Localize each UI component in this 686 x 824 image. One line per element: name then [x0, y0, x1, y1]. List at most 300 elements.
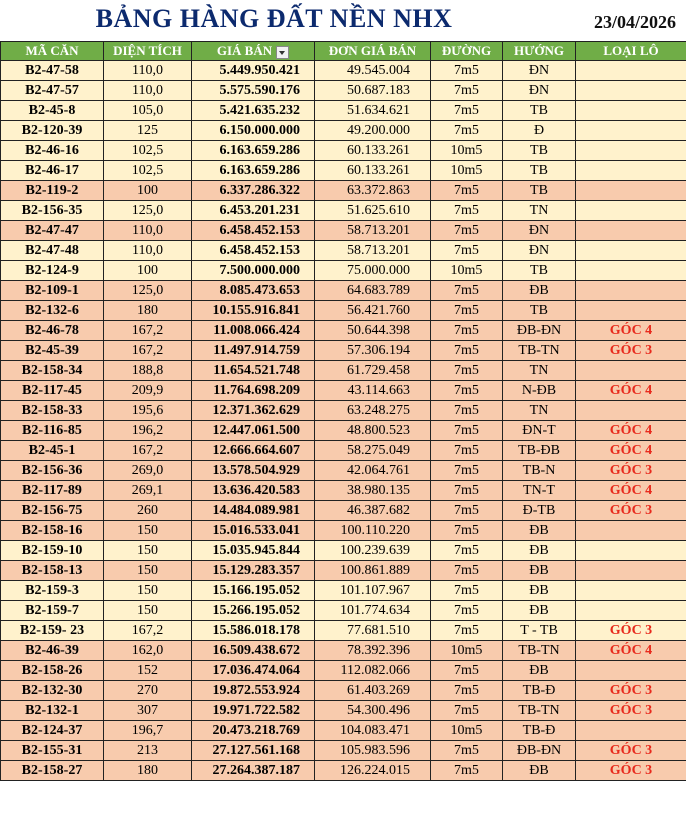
cell-direction[interactable]: TB — [503, 161, 576, 181]
cell-price[interactable]: 6.453.201.231 — [192, 201, 315, 221]
cell-area[interactable]: 100 — [104, 181, 192, 201]
cell-price[interactable]: 6.163.659.286 — [192, 141, 315, 161]
cell-direction[interactable]: ĐN — [503, 241, 576, 261]
cell-unit-price[interactable]: 60.133.261 — [315, 161, 431, 181]
cell-price[interactable]: 12.371.362.629 — [192, 401, 315, 421]
col-header-area[interactable]: DIỆN TÍCH — [104, 42, 192, 61]
cell-lot-type[interactable]: GÓC 3 — [576, 681, 686, 701]
cell-lot-type[interactable]: GÓC 3 — [576, 461, 686, 481]
cell-area[interactable]: 180 — [104, 761, 192, 781]
cell-unit-price[interactable]: 38.980.135 — [315, 481, 431, 501]
cell-price[interactable]: 19.971.722.582 — [192, 701, 315, 721]
table-row[interactable] — [1, 421, 686, 441]
cell-code[interactable]: B2-117-45 — [1, 381, 104, 401]
cell-area[interactable]: 150 — [104, 541, 192, 561]
cell-unit-price[interactable]: 63.372.863 — [315, 181, 431, 201]
cell-road[interactable]: 7m5 — [431, 341, 503, 361]
cell-area[interactable]: 150 — [104, 521, 192, 541]
cell-price[interactable]: 14.484.089.981 — [192, 501, 315, 521]
cell-code[interactable]: B2-47-58 — [1, 61, 104, 81]
cell-lot-type[interactable]: GÓC 3 — [576, 621, 686, 641]
cell-area[interactable]: 150 — [104, 581, 192, 601]
cell-direction[interactable]: Đ — [503, 121, 576, 141]
cell-lot-type[interactable] — [576, 361, 686, 381]
cell-area[interactable]: 213 — [104, 741, 192, 761]
cell-lot-type[interactable] — [576, 601, 686, 621]
cell-price[interactable]: 27.127.561.168 — [192, 741, 315, 761]
cell-lot-type[interactable] — [576, 301, 686, 321]
cell-price[interactable]: 10.155.916.841 — [192, 301, 315, 321]
cell-price[interactable]: 13.578.504.929 — [192, 461, 315, 481]
table-row[interactable] — [1, 381, 686, 401]
table-row[interactable] — [1, 341, 686, 361]
cell-road[interactable]: 7m5 — [431, 221, 503, 241]
cell-direction[interactable]: ĐB-ĐN — [503, 741, 576, 761]
cell-code[interactable]: B2-117-89 — [1, 481, 104, 501]
cell-lot-type[interactable] — [576, 581, 686, 601]
cell-area[interactable]: 167,2 — [104, 341, 192, 361]
col-header-direction[interactable]: HƯỚNG — [503, 42, 576, 61]
cell-unit-price[interactable]: 64.683.789 — [315, 281, 431, 301]
cell-unit-price[interactable]: 51.625.610 — [315, 201, 431, 221]
cell-code[interactable]: B2-159- 23 — [1, 621, 104, 641]
cell-road[interactable]: 7m5 — [431, 81, 503, 101]
table-row[interactable] — [1, 241, 686, 261]
cell-road[interactable]: 7m5 — [431, 361, 503, 381]
cell-road[interactable]: 10m5 — [431, 721, 503, 741]
cell-road[interactable]: 7m5 — [431, 481, 503, 501]
cell-direction[interactable]: TN — [503, 361, 576, 381]
cell-price[interactable]: 11.764.698.209 — [192, 381, 315, 401]
cell-unit-price[interactable]: 61.403.269 — [315, 681, 431, 701]
cell-unit-price[interactable]: 77.681.510 — [315, 621, 431, 641]
cell-direction[interactable]: T - TB — [503, 621, 576, 641]
cell-unit-price[interactable]: 50.644.398 — [315, 321, 431, 341]
cell-lot-type[interactable] — [576, 221, 686, 241]
cell-direction[interactable]: TB-TN — [503, 341, 576, 361]
cell-direction[interactable]: ĐB — [503, 541, 576, 561]
cell-unit-price[interactable]: 58.713.201 — [315, 221, 431, 241]
cell-code[interactable]: B2-47-57 — [1, 81, 104, 101]
cell-unit-price[interactable]: 112.082.066 — [315, 661, 431, 681]
cell-code[interactable]: B2-156-35 — [1, 201, 104, 221]
table-row[interactable] — [1, 721, 686, 741]
col-header-unit-price[interactable]: ĐƠN GIÁ BÁN — [315, 42, 431, 61]
cell-unit-price[interactable]: 42.064.761 — [315, 461, 431, 481]
cell-area[interactable]: 162,0 — [104, 641, 192, 661]
cell-unit-price[interactable]: 56.421.760 — [315, 301, 431, 321]
cell-area[interactable]: 180 — [104, 301, 192, 321]
cell-unit-price[interactable]: 58.713.201 — [315, 241, 431, 261]
cell-price[interactable]: 16.509.438.672 — [192, 641, 315, 661]
cell-unit-price[interactable]: 100.861.889 — [315, 561, 431, 581]
cell-lot-type[interactable] — [576, 561, 686, 581]
cell-price[interactable]: 11.008.066.424 — [192, 321, 315, 341]
cell-direction[interactable]: ĐB — [503, 281, 576, 301]
cell-unit-price[interactable]: 49.545.004 — [315, 61, 431, 81]
table-row[interactable] — [1, 601, 686, 621]
sheet-date: 23/04/2026 — [593, 12, 676, 32]
cell-direction[interactable]: TB-Đ — [503, 681, 576, 701]
cell-price[interactable]: 6.458.452.153 — [192, 221, 315, 241]
cell-direction[interactable]: ĐB — [503, 761, 576, 781]
cell-price[interactable]: 8.085.473.653 — [192, 281, 315, 301]
cell-lot-type[interactable] — [576, 721, 686, 741]
cell-unit-price[interactable]: 105.983.596 — [315, 741, 431, 761]
cell-road[interactable]: 7m5 — [431, 521, 503, 541]
cell-road[interactable]: 7m5 — [431, 741, 503, 761]
cell-direction[interactable]: ĐB-ĐN — [503, 321, 576, 341]
cell-code[interactable]: B2-109-1 — [1, 281, 104, 301]
cell-unit-price[interactable]: 60.133.261 — [315, 141, 431, 161]
cell-unit-price[interactable]: 58.275.049 — [315, 441, 431, 461]
cell-unit-price[interactable]: 63.248.275 — [315, 401, 431, 421]
cell-area[interactable]: 188,8 — [104, 361, 192, 381]
table-row[interactable] — [1, 441, 686, 461]
cell-area[interactable]: 167,2 — [104, 321, 192, 341]
table-row[interactable] — [1, 321, 686, 341]
cell-direction[interactable]: TN-T — [503, 481, 576, 501]
cell-direction[interactable]: TB-N — [503, 461, 576, 481]
cell-price[interactable]: 13.636.420.583 — [192, 481, 315, 501]
cell-code[interactable]: B2-156-36 — [1, 461, 104, 481]
cell-code[interactable]: B2-159-3 — [1, 581, 104, 601]
cell-road[interactable]: 7m5 — [431, 461, 503, 481]
cell-lot-type[interactable] — [576, 241, 686, 261]
cell-price[interactable]: 15.129.283.357 — [192, 561, 315, 581]
cell-direction[interactable]: ĐN — [503, 221, 576, 241]
cell-lot-type[interactable] — [576, 541, 686, 561]
cell-code[interactable]: B2-155-31 — [1, 741, 104, 761]
cell-price[interactable]: 12.447.061.500 — [192, 421, 315, 441]
cell-lot-type[interactable] — [576, 101, 686, 121]
cell-code[interactable]: B2-158-34 — [1, 361, 104, 381]
cell-lot-type[interactable] — [576, 81, 686, 101]
table-row[interactable] — [1, 661, 686, 681]
cell-road[interactable]: 7m5 — [431, 61, 503, 81]
cell-price[interactable]: 6.150.000.000 — [192, 121, 315, 141]
cell-price[interactable]: 6.163.659.286 — [192, 161, 315, 181]
cell-area[interactable]: 110,0 — [104, 241, 192, 261]
cell-lot-type[interactable]: GÓC 4 — [576, 421, 686, 441]
cell-code[interactable]: B2-119-2 — [1, 181, 104, 201]
cell-direction[interactable]: TB-ĐB — [503, 441, 576, 461]
cell-unit-price[interactable]: 101.107.967 — [315, 581, 431, 601]
cell-price[interactable]: 15.586.018.178 — [192, 621, 315, 641]
cell-direction[interactable]: ĐN-T — [503, 421, 576, 441]
table-row[interactable] — [1, 461, 686, 481]
cell-road[interactable]: 7m5 — [431, 661, 503, 681]
cell-road[interactable]: 7m5 — [431, 301, 503, 321]
table-row[interactable] — [1, 261, 686, 281]
table-row[interactable] — [1, 501, 686, 521]
cell-lot-type[interactable] — [576, 261, 686, 281]
table-row[interactable] — [1, 281, 686, 301]
cell-area[interactable]: 209,9 — [104, 381, 192, 401]
col-header-price-label: GIÁ BÁN — [216, 43, 273, 58]
cell-price[interactable]: 5.575.590.176 — [192, 81, 315, 101]
table-row[interactable] — [1, 621, 686, 641]
cell-price[interactable]: 15.035.945.844 — [192, 541, 315, 561]
cell-area[interactable]: 167,2 — [104, 621, 192, 641]
cell-area[interactable]: 105,0 — [104, 101, 192, 121]
cell-direction[interactable]: ĐB — [503, 561, 576, 581]
cell-code[interactable]: B2-159-10 — [1, 541, 104, 561]
table-row[interactable] — [1, 61, 686, 81]
cell-unit-price[interactable]: 48.800.523 — [315, 421, 431, 441]
cell-unit-price[interactable]: 100.110.220 — [315, 521, 431, 541]
cell-price[interactable]: 15.266.195.052 — [192, 601, 315, 621]
cell-direction[interactable]: N-ĐB — [503, 381, 576, 401]
cell-area[interactable]: 125,0 — [104, 281, 192, 301]
cell-unit-price[interactable]: 46.387.682 — [315, 501, 431, 521]
cell-area[interactable]: 195,6 — [104, 401, 192, 421]
cell-direction[interactable]: ĐB — [503, 661, 576, 681]
cell-area[interactable]: 100 — [104, 261, 192, 281]
table-row[interactable] — [1, 701, 686, 721]
cell-lot-type[interactable]: GÓC 3 — [576, 701, 686, 721]
cell-code[interactable]: B2-158-16 — [1, 521, 104, 541]
title-bar — [0, 0, 686, 41]
cell-price[interactable]: 11.654.521.748 — [192, 361, 315, 381]
cell-road[interactable]: 7m5 — [431, 501, 503, 521]
cell-road[interactable]: 10m5 — [431, 641, 503, 661]
table-row[interactable] — [1, 561, 686, 581]
cell-unit-price[interactable]: 43.114.663 — [315, 381, 431, 401]
cell-code[interactable]: B2-132-30 — [1, 681, 104, 701]
table-row[interactable] — [1, 221, 686, 241]
cell-direction[interactable]: ĐB — [503, 581, 576, 601]
cell-unit-price[interactable]: 61.729.458 — [315, 361, 431, 381]
table-row[interactable] — [1, 201, 686, 221]
cell-code[interactable]: B2-46-39 — [1, 641, 104, 661]
cell-area[interactable]: 260 — [104, 501, 192, 521]
cell-unit-price[interactable]: 51.634.621 — [315, 101, 431, 121]
cell-code[interactable]: B2-120-39 — [1, 121, 104, 141]
cell-area[interactable]: 125 — [104, 121, 192, 141]
cell-area[interactable]: 167,2 — [104, 441, 192, 461]
cell-price[interactable]: 15.166.195.052 — [192, 581, 315, 601]
cell-lot-type[interactable]: GÓC 4 — [576, 381, 686, 401]
cell-code[interactable]: B2-124-9 — [1, 261, 104, 281]
cell-area[interactable]: 196,7 — [104, 721, 192, 741]
cell-area[interactable]: 270 — [104, 681, 192, 701]
cell-direction[interactable]: TB-TN — [503, 701, 576, 721]
cell-price[interactable]: 11.497.914.759 — [192, 341, 315, 361]
cell-road[interactable]: 7m5 — [431, 621, 503, 641]
cell-code[interactable]: B2-158-33 — [1, 401, 104, 421]
cell-area[interactable]: 110,0 — [104, 61, 192, 81]
cell-area[interactable]: 196,2 — [104, 421, 192, 441]
cell-code[interactable]: B2-45-1 — [1, 441, 104, 461]
cell-price[interactable]: 12.666.664.607 — [192, 441, 315, 461]
cell-price[interactable]: 6.337.286.322 — [192, 181, 315, 201]
cell-lot-type[interactable] — [576, 141, 686, 161]
cell-area[interactable]: 125,0 — [104, 201, 192, 221]
cell-road[interactable]: 7m5 — [431, 181, 503, 201]
table-row[interactable] — [1, 101, 686, 121]
cell-road[interactable]: 7m5 — [431, 541, 503, 561]
cell-lot-type[interactable] — [576, 61, 686, 81]
table-row[interactable] — [1, 541, 686, 561]
cell-lot-type[interactable]: GÓC 3 — [576, 761, 686, 781]
cell-code[interactable]: B2-159-7 — [1, 601, 104, 621]
cell-unit-price[interactable]: 57.306.194 — [315, 341, 431, 361]
cell-direction[interactable]: TB — [503, 101, 576, 121]
table-row[interactable] — [1, 401, 686, 421]
cell-road[interactable]: 7m5 — [431, 381, 503, 401]
cell-road[interactable]: 7m5 — [431, 201, 503, 221]
cell-area[interactable]: 269,1 — [104, 481, 192, 501]
cell-lot-type[interactable] — [576, 201, 686, 221]
cell-lot-type[interactable]: GÓC 3 — [576, 341, 686, 361]
cell-unit-price[interactable]: 49.200.000 — [315, 121, 431, 141]
cell-code[interactable]: B2-156-75 — [1, 501, 104, 521]
table-row[interactable] — [1, 301, 686, 321]
cell-price[interactable]: 6.458.452.153 — [192, 241, 315, 261]
cell-road[interactable]: 7m5 — [431, 241, 503, 261]
cell-direction[interactable]: ĐB — [503, 521, 576, 541]
cell-area[interactable]: 150 — [104, 601, 192, 621]
cell-direction[interactable]: TB — [503, 141, 576, 161]
cell-code[interactable]: B2-47-47 — [1, 221, 104, 241]
cell-direction[interactable]: TN — [503, 201, 576, 221]
cell-area[interactable]: 152 — [104, 661, 192, 681]
cell-code[interactable]: B2-124-37 — [1, 721, 104, 741]
cell-road[interactable]: 7m5 — [431, 701, 503, 721]
cell-road[interactable]: 10m5 — [431, 261, 503, 281]
table-row[interactable] — [1, 681, 686, 701]
cell-road[interactable]: 7m5 — [431, 601, 503, 621]
cell-price[interactable]: 17.036.474.064 — [192, 661, 315, 681]
cell-road[interactable]: 7m5 — [431, 441, 503, 461]
cell-code[interactable]: B2-45-8 — [1, 101, 104, 121]
cell-price[interactable]: 15.016.533.041 — [192, 521, 315, 541]
table-row[interactable] — [1, 641, 686, 661]
cell-road[interactable]: 7m5 — [431, 581, 503, 601]
cell-lot-type[interactable] — [576, 181, 686, 201]
cell-area[interactable]: 102,5 — [104, 161, 192, 181]
cell-lot-type[interactable]: GÓC 4 — [576, 481, 686, 501]
cell-road[interactable]: 7m5 — [431, 681, 503, 701]
cell-code[interactable]: B2-132-6 — [1, 301, 104, 321]
table-row[interactable] — [1, 761, 686, 781]
cell-price[interactable]: 7.500.000.000 — [192, 261, 315, 281]
cell-direction[interactable]: ĐN — [503, 61, 576, 81]
cell-code[interactable]: B2-158-26 — [1, 661, 104, 681]
cell-lot-type[interactable] — [576, 121, 686, 141]
table-row[interactable] — [1, 581, 686, 601]
cell-area[interactable]: 110,0 — [104, 81, 192, 101]
table-row[interactable] — [1, 181, 686, 201]
table-row[interactable] — [1, 161, 686, 181]
listing-table — [0, 41, 686, 781]
cell-unit-price[interactable]: 78.392.396 — [315, 641, 431, 661]
cell-direction[interactable]: TB — [503, 181, 576, 201]
col-header-lot-type[interactable]: LOẠI LÔ — [576, 42, 686, 61]
col-header-code[interactable]: MÃ CĂN — [1, 42, 104, 61]
cell-road[interactable]: 10m5 — [431, 161, 503, 181]
cell-unit-price[interactable]: 54.300.496 — [315, 701, 431, 721]
cell-road[interactable]: 7m5 — [431, 321, 503, 341]
cell-lot-type[interactable]: GÓC 3 — [576, 501, 686, 521]
table-row[interactable] — [1, 141, 686, 161]
cell-lot-type[interactable] — [576, 521, 686, 541]
cell-area[interactable]: 269,0 — [104, 461, 192, 481]
table-row[interactable] — [1, 121, 686, 141]
cell-road[interactable]: 7m5 — [431, 121, 503, 141]
cell-price[interactable]: 5.421.635.232 — [192, 101, 315, 121]
cell-road[interactable]: 7m5 — [431, 561, 503, 581]
col-header-price[interactable] — [192, 42, 315, 61]
cell-code[interactable]: B2-158-27 — [1, 761, 104, 781]
cell-unit-price[interactable]: 126.224.015 — [315, 761, 431, 781]
col-header-road[interactable]: ĐƯỜNG — [431, 42, 503, 61]
cell-lot-type[interactable]: GÓC 4 — [576, 441, 686, 461]
table-row[interactable] — [1, 741, 686, 761]
table-row[interactable] — [1, 481, 686, 501]
cell-direction[interactable]: TB — [503, 261, 576, 281]
cell-code[interactable]: B2-46-17 — [1, 161, 104, 181]
cell-lot-type[interactable] — [576, 161, 686, 181]
cell-code[interactable]: B2-46-78 — [1, 321, 104, 341]
cell-code[interactable]: B2-47-48 — [1, 241, 104, 261]
cell-lot-type[interactable]: GÓC 4 — [576, 641, 686, 661]
cell-area[interactable]: 102,5 — [104, 141, 192, 161]
cell-code[interactable]: B2-132-1 — [1, 701, 104, 721]
cell-direction[interactable]: TB — [503, 301, 576, 321]
cell-lot-type[interactable] — [576, 401, 686, 421]
cell-road[interactable]: 7m5 — [431, 101, 503, 121]
cell-price[interactable]: 19.872.553.924 — [192, 681, 315, 701]
cell-road[interactable]: 7m5 — [431, 401, 503, 421]
cell-direction[interactable]: ĐN — [503, 81, 576, 101]
cell-direction[interactable]: TB-TN — [503, 641, 576, 661]
cell-lot-type[interactable] — [576, 281, 686, 301]
cell-area[interactable]: 150 — [104, 561, 192, 581]
cell-unit-price[interactable]: 75.000.000 — [315, 261, 431, 281]
cell-lot-type[interactable]: GÓC 3 — [576, 741, 686, 761]
cell-price[interactable]: 27.264.387.187 — [192, 761, 315, 781]
cell-code[interactable]: B2-116-85 — [1, 421, 104, 441]
cell-code[interactable]: B2-46-16 — [1, 141, 104, 161]
cell-road[interactable]: 10m5 — [431, 141, 503, 161]
cell-unit-price[interactable]: 101.774.634 — [315, 601, 431, 621]
cell-road[interactable]: 7m5 — [431, 281, 503, 301]
cell-unit-price[interactable]: 104.083.471 — [315, 721, 431, 741]
cell-direction[interactable]: ĐB — [503, 601, 576, 621]
cell-direction[interactable]: Đ-TB — [503, 501, 576, 521]
cell-direction[interactable]: TB-Đ — [503, 721, 576, 741]
cell-code[interactable]: B2-158-13 — [1, 561, 104, 581]
cell-price[interactable]: 20.473.218.769 — [192, 721, 315, 741]
table-row[interactable] — [1, 521, 686, 541]
table-row[interactable] — [1, 81, 686, 101]
cell-lot-type[interactable]: GÓC 4 — [576, 321, 686, 341]
table-row[interactable] — [1, 361, 686, 381]
cell-unit-price[interactable]: 50.687.183 — [315, 81, 431, 101]
cell-area[interactable]: 110,0 — [104, 221, 192, 241]
cell-price[interactable]: 5.449.950.421 — [192, 61, 315, 81]
cell-area[interactable]: 307 — [104, 701, 192, 721]
cell-lot-type[interactable] — [576, 661, 686, 681]
cell-direction[interactable]: TN — [503, 401, 576, 421]
filter-dropdown-icon[interactable] — [276, 46, 289, 59]
cell-road[interactable]: 7m5 — [431, 421, 503, 441]
cell-road[interactable]: 7m5 — [431, 761, 503, 781]
cell-code[interactable]: B2-45-39 — [1, 341, 104, 361]
cell-unit-price[interactable]: 100.239.639 — [315, 541, 431, 561]
